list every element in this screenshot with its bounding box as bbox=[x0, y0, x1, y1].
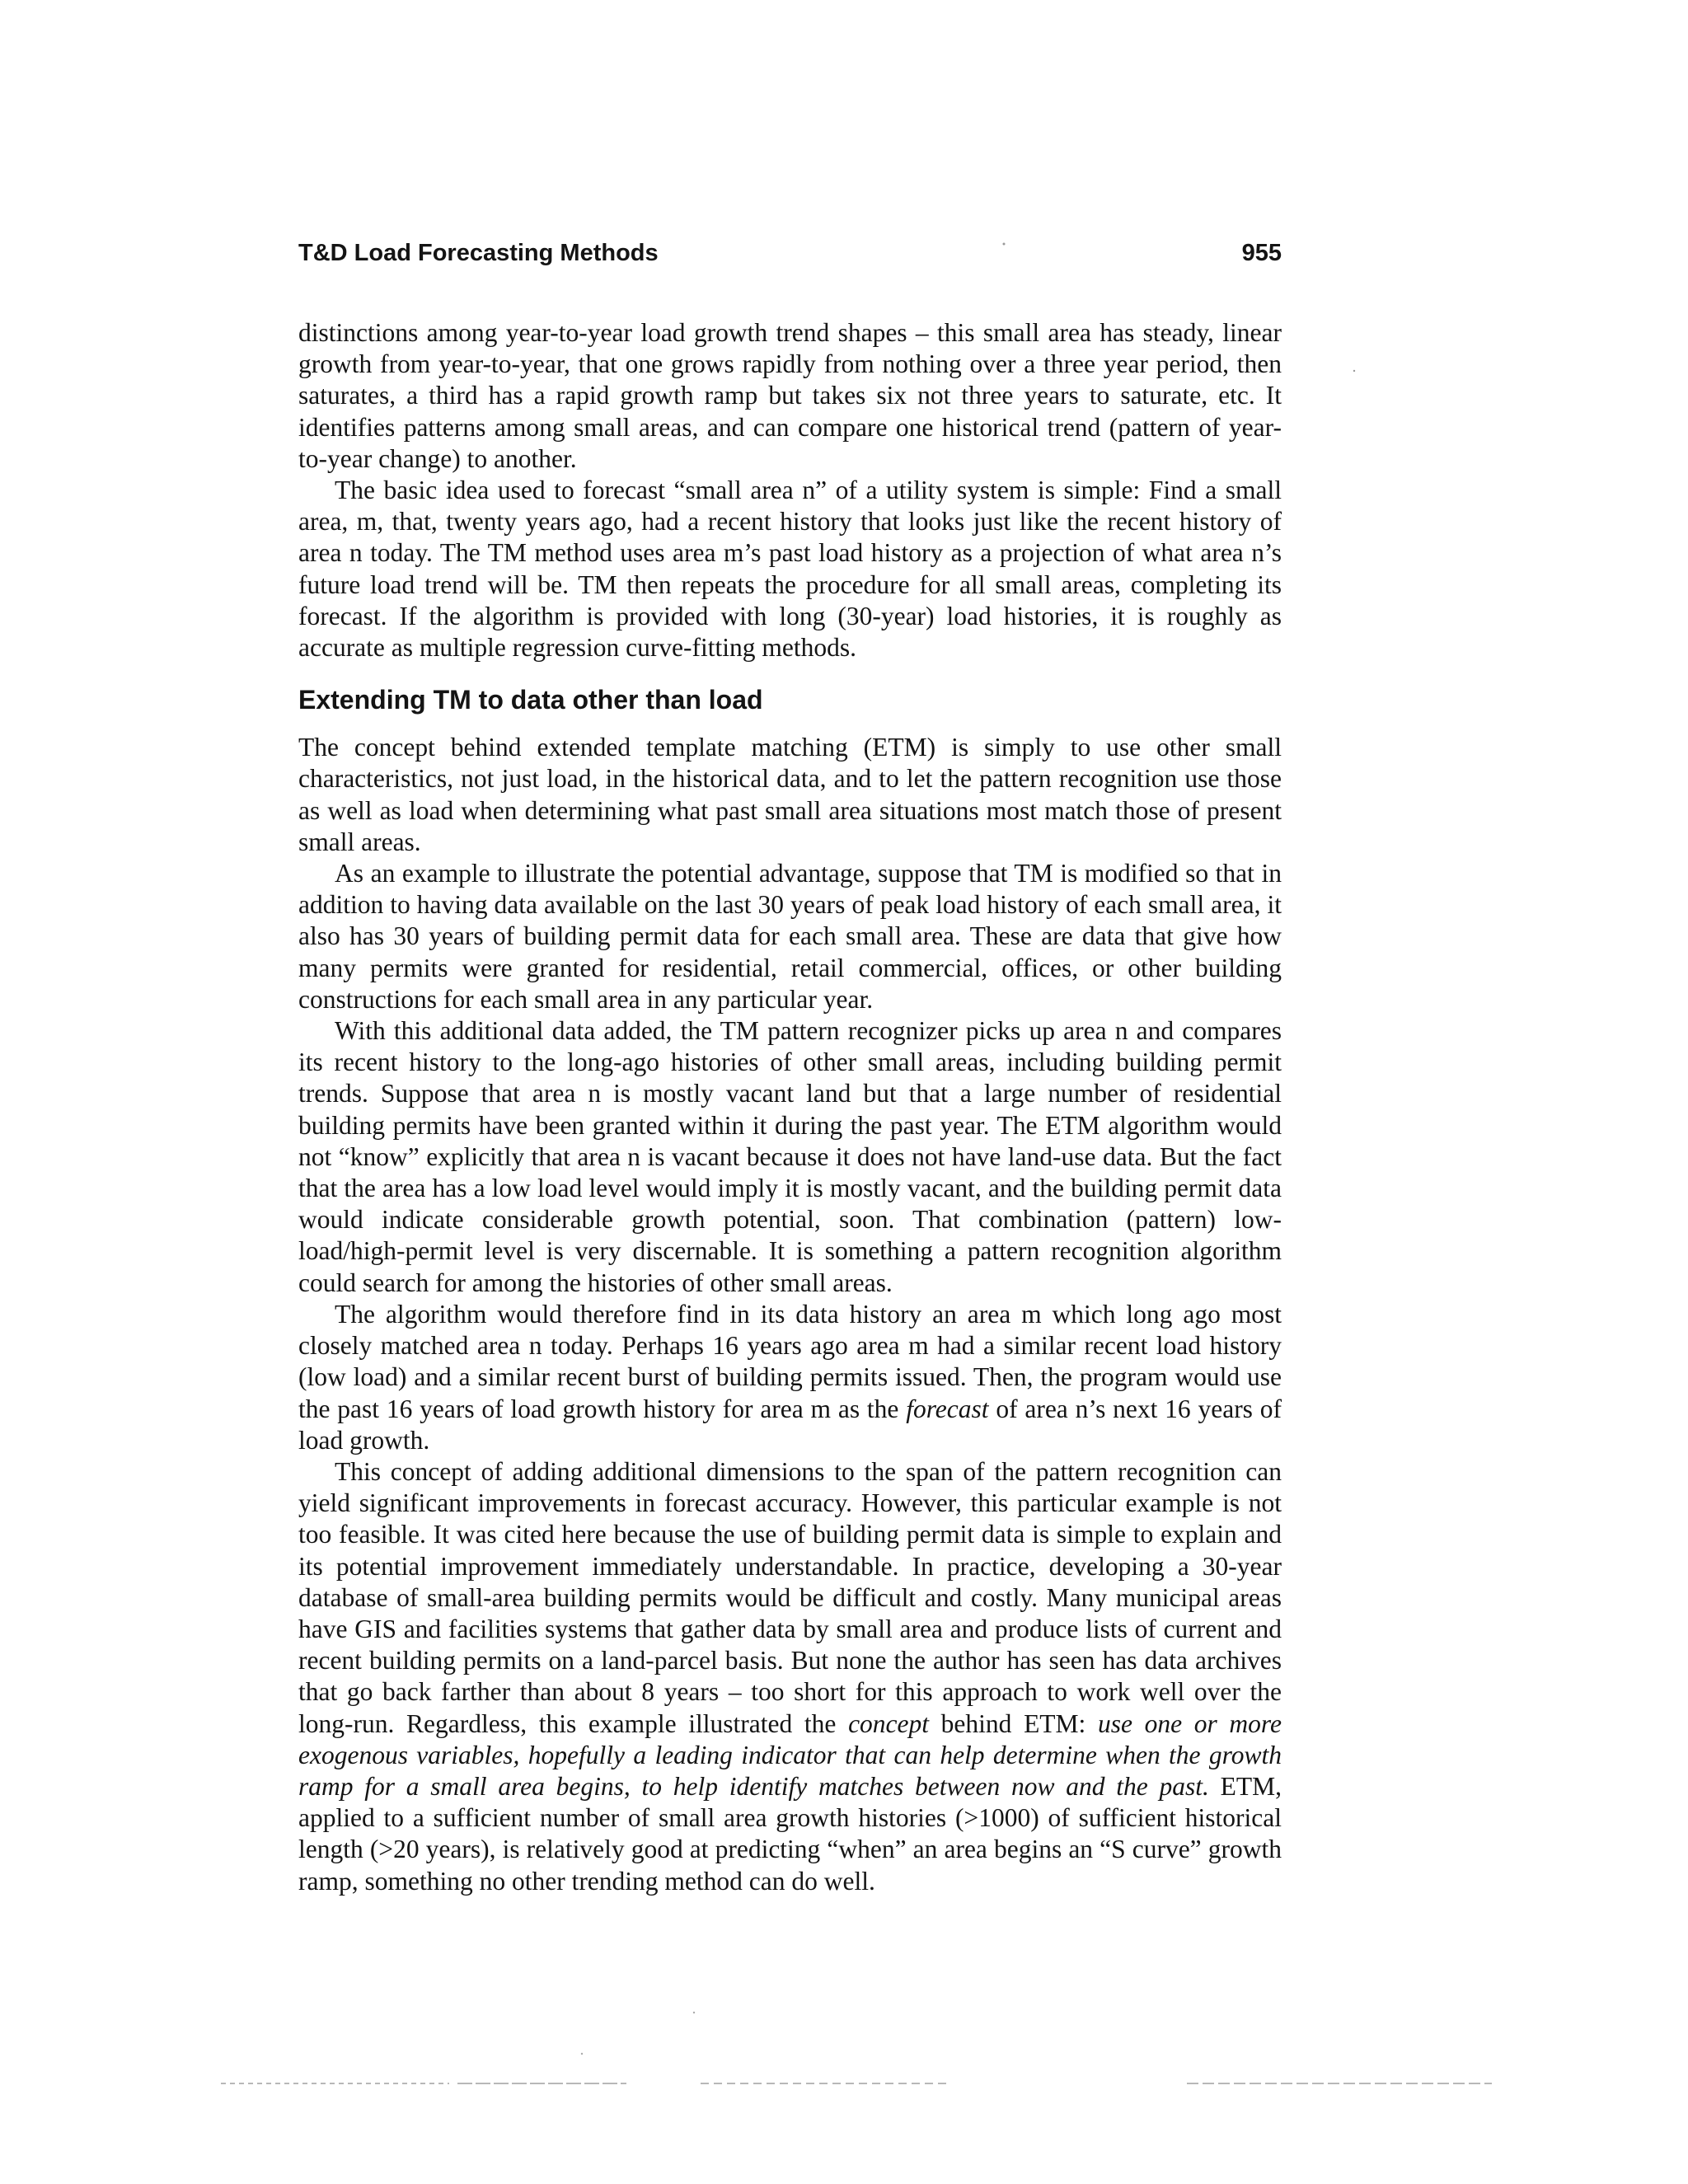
section-heading: Extending TM to data other than load bbox=[298, 685, 763, 715]
paragraph-etm-concept: The concept behind extended template matching (ETM) is simply to use other small characteristics, not just load, in the historical data, and to let the pattern recognition use those as well as load when determining what past small area situations most match those of present small areas. bbox=[298, 733, 1282, 856]
paragraph-algorithm-match bbox=[298, 1299, 1282, 1456]
paragraph-dimensions bbox=[298, 1456, 1282, 1897]
paragraph-basic-idea: The basic idea used to forecast “small area n” of a utility system is simple: Find a small area, m, that, twenty years ago, had a recent history that looks just like the recent history of area n today. The TM method uses area m’s past load history as a projection of what area n’s future load trend will be. TM then repeats the procedure for all small areas, completing its forecast. If the algorithm is provided with long (30-year) load histories, it is roughly as accurate as multiple regression curve-fitting methods. bbox=[298, 476, 1282, 663]
text-run: This concept of adding additional dimensions to the span of the pattern recognition can yield significant improvements in forecast accuracy. However, this particular example is not too feasible. It was cited here because the use of building permit data is simple to explain and its potential improvement immediately understandable. In practice, developing a 30-year database of small-area building permits would be difficult and costly. Many municipal areas have GIS and facilities systems that gather data by small area and produce lists of current and recent building permits on a land-parcel basis. But none the author has seen has data archives that go back farther than about 8 years – too short for this approach to work well over the long-run. Regardless, this example illustrated the bbox=[298, 1456, 1282, 1738]
italic-forecast: forecast bbox=[906, 1394, 989, 1423]
italic-concept: concept bbox=[848, 1708, 930, 1738]
text-run: ETM, applied to a sufficient number of small area growth histories (>1000) of sufficient historical length (>20 years), is relatively good at predicting “when” an area begins an “S curve” growth ramp, something no other trending method can do well. bbox=[298, 1771, 1282, 1896]
paragraph-example: As an example to illustrate the potential advantage, suppose that TM is modified so that in addition to having data available on the last 30 years of peak load history of each small area, it also has 30 years of building permit data for each small area. These are data that give how many permits were granted for residential, retail commercial, offices, or other building constructions for each small area in any particular year. bbox=[298, 859, 1282, 1014]
body-text bbox=[298, 317, 1282, 1897]
text-run: The algorithm would therefore find in its data history an area m which long ago most closely matched area n today. Perhaps 16 years ago area m had a similar recent load history (low load) and a similar recent burst of building permits issued. Then, the program would use the past 16 years of load growth history for area m as the bbox=[298, 1299, 1282, 1423]
italic-definition: use one or more exogenous variables, hopefully a leading indicator that can help determine when the growth ramp for a small area begins, to help identify matches between now and the past. bbox=[298, 1708, 1282, 1801]
running-header bbox=[298, 233, 1282, 273]
paragraph-additional-data: With this additional data added, the TM pattern recognizer picks up area n and compares its recent history to the long-ago histories of other small areas, including building permit trends. Suppose that area n is mostly vacant land but that a large number of residential building permits have been granted within it during the past year. The ETM algorithm would not “know” explicitly that area n is vacant because it does not have land-use data. But the fact that the area has a low load level would imply it is mostly vacant, and the building permit data would indicate considerable growth potential, soon. That combination (pattern) low-load/high-permit level is very discernable. It is something a pattern recognition algorithm could search for among the histories of other small areas. bbox=[298, 1016, 1282, 1297]
text-run: behind ETM: bbox=[929, 1708, 1098, 1738]
text-run: of area n’s next 16 years of load growth. bbox=[298, 1394, 1282, 1455]
paragraph-continued: distinctions among year-to-year load growth trend shapes – this small area has steady, linear growth from year-to-year, that one grows rapidly from nothing over a three year period, then saturates, a third has a rapid growth ramp but takes six not three years to saturate, etc. It identifies patterns among small areas, and can compare one historical trend (pattern of year-to-year change) to another. bbox=[298, 318, 1282, 473]
page-number: 955 bbox=[1241, 240, 1282, 266]
running-title: T&D Load Forecasting Methods bbox=[298, 240, 659, 266]
